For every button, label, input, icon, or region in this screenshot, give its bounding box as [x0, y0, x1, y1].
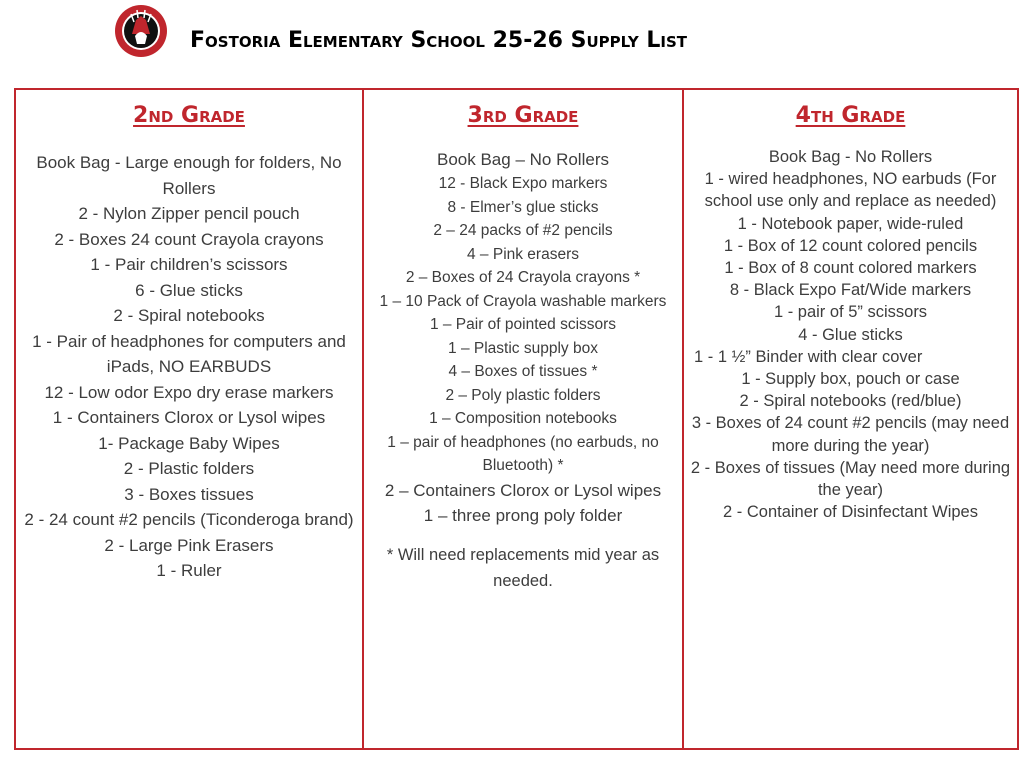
list-item: 1 – 10 Pack of Crayola washable markers — [379, 292, 667, 310]
list-item: 2 – Poly plastic folders — [445, 386, 601, 404]
supply-table — [14, 88, 1019, 750]
list-item: Book Bag - No Rollers — [768, 148, 933, 166]
list-item: 2 – Boxes of 24 Crayola crayons * — [405, 269, 641, 286]
grade-heading: 2nd Grade — [133, 103, 245, 128]
list-item: 2 - Boxes of tissues (May need more during the year) — [690, 458, 1011, 500]
list-item: 2 - Spiral notebooks — [113, 306, 265, 325]
column-2nd-grade — [16, 90, 364, 748]
list-item: 1 - Pair children’s scissors — [90, 255, 288, 274]
list-item: 2 - Boxes 24 count Crayola crayons — [54, 229, 324, 249]
list-item: 1 - Box of 8 count colored markers — [724, 259, 977, 278]
grade-heading: 4th Grade — [795, 103, 906, 128]
list-item: 2 - Plastic folders — [123, 459, 255, 478]
list-item: 1 - Containers Clorox or Lysol wipes — [52, 408, 326, 427]
list-item: 3 - Boxes of 24 count #2 pencils (may need more during the year) — [691, 414, 1010, 455]
list-item: 1 - Box of 12 count colored pencils — [723, 236, 978, 255]
list-item: 1 – Pair of pointed scissors — [429, 316, 617, 333]
list-item: 1- Package Baby Wipes — [98, 433, 280, 453]
column-3rd-grade — [364, 90, 684, 748]
school-logo — [114, 4, 168, 58]
list-item: 6 - Glue sticks — [135, 280, 243, 300]
list-item: 2 - Nylon Zipper pencil pouch — [78, 204, 300, 223]
replacement-note: * Will need replacements mid year as needed. — [386, 545, 660, 590]
list-item: 1 – three prong poly folder — [423, 505, 623, 525]
supply-list — [16, 150, 362, 584]
page-title: Fostoria Elementary School 25-26 Supply List — [190, 28, 687, 53]
list-item: 1 – Composition notebooks — [429, 410, 617, 427]
list-item: 1 - wired headphones, NO earbuds (For school use only and replace as needed) — [704, 170, 997, 211]
list-item: 2 - Spiral notebooks (red/blue) — [739, 392, 962, 411]
grade-heading: 3rd Grade — [467, 103, 579, 128]
column-4th-grade — [684, 90, 1017, 748]
list-item: 2 – 24 packs of #2 pencils — [433, 222, 613, 239]
list-item: 8 - Elmer’s glue sticks — [447, 198, 599, 216]
list-item: 3 - Boxes tissues — [124, 484, 254, 504]
list-item: 8 - Black Expo Fat/Wide markers — [729, 281, 972, 300]
list-item: 1 – pair of headphones (no earbuds, no Bluetooth) * — [387, 433, 659, 474]
list-item: 12 - Black Expo markers — [438, 175, 608, 192]
list-item: 1 – Plastic supply box — [448, 339, 598, 357]
list-item: 2 - Container of Disinfectant Wipes — [723, 503, 978, 522]
list-item: 1 - 1 ½” Binder with clear cover — [694, 347, 923, 366]
list-item: 2 - 24 count #2 pencils (Ticonderoga brand) — [24, 510, 354, 529]
list-item: Book Bag – No Rollers — [437, 150, 609, 169]
list-item: 1 - Ruler — [156, 561, 222, 580]
list-item: 4 – Boxes of tissues * — [448, 363, 598, 380]
supply-list — [364, 147, 682, 528]
list-item: 2 – Containers Clorox or Lysol wipes — [384, 480, 662, 500]
list-item: 1 - Notebook paper, wide-ruled — [737, 214, 964, 233]
supply-list — [684, 146, 1017, 523]
list-item: 4 – Pink erasers — [467, 245, 579, 263]
list-item: 1 - Supply box, pouch or case — [741, 370, 960, 389]
list-item: 1 - pair of 5” scissors — [773, 303, 928, 322]
list-item: 12 - Low odor Expo dry erase markers — [44, 382, 334, 402]
list-item: 4 - Glue sticks — [798, 325, 903, 344]
page-header — [0, 0, 1024, 86]
list-item: 2 - Large Pink Erasers — [104, 535, 274, 555]
list-item: Book Bag - Large enough for folders, No Rollers — [36, 153, 342, 198]
list-item: 1 - Pair of headphones for computers and iPads, NO EARBUDS — [32, 331, 346, 376]
